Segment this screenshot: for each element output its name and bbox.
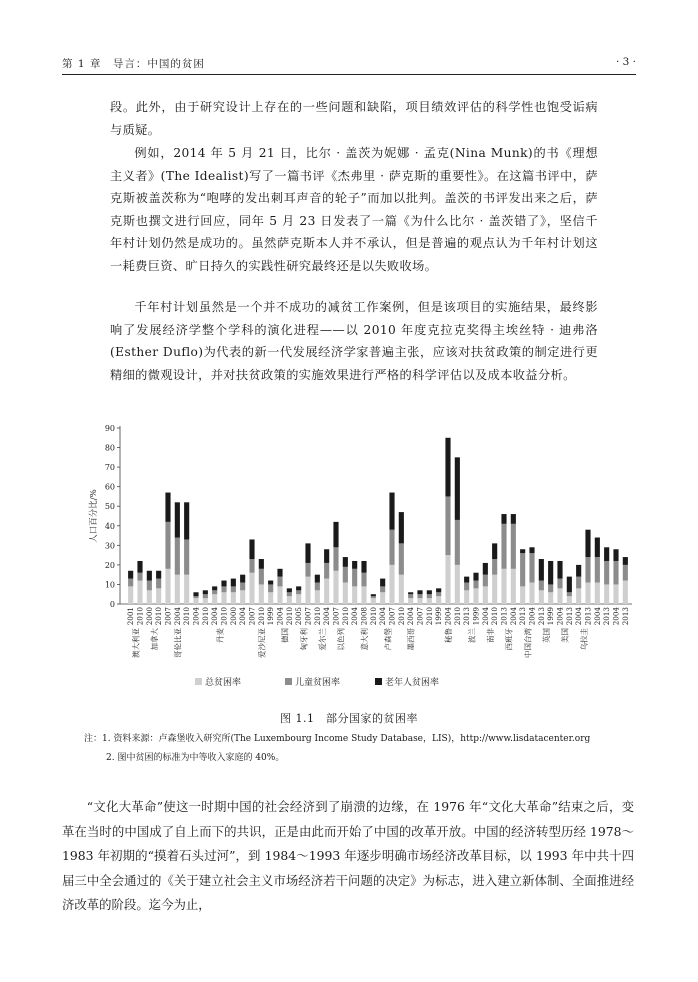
x-category-label: 丹麦 bbox=[215, 628, 225, 643]
bar-segment-elderly bbox=[604, 547, 609, 561]
bar-segment-child bbox=[511, 524, 516, 569]
x-tick-label-year: 2000 bbox=[228, 607, 238, 626]
bar-segment-total bbox=[548, 592, 553, 604]
bar-segment-total bbox=[436, 596, 441, 604]
bar-segment-total bbox=[623, 581, 628, 604]
bar-segment-total bbox=[445, 555, 450, 604]
bar-segment-total bbox=[203, 598, 208, 604]
bar-segment-child bbox=[193, 596, 198, 598]
x-tick-label-year: 2004 bbox=[508, 607, 518, 626]
bar-segment-child bbox=[137, 573, 142, 581]
x-category-label: 秘鲁 bbox=[444, 628, 453, 643]
x-tick-label-year: 2008 bbox=[359, 607, 369, 626]
x-tick-label-year: 2013 bbox=[620, 607, 630, 626]
bar-segment-child bbox=[576, 577, 581, 589]
bar-segment-elderly bbox=[165, 493, 170, 522]
y-tick-label: 60 bbox=[104, 482, 115, 492]
bar-segment-elderly bbox=[585, 530, 590, 557]
y-tick-label: 40 bbox=[104, 521, 115, 531]
bar-segment-child bbox=[212, 590, 217, 594]
bar-segment-total bbox=[539, 590, 544, 604]
x-category-label: 以色列 bbox=[336, 628, 346, 651]
bar-segment-elderly bbox=[268, 581, 273, 585]
figure-caption: 图 1.1 部分国家的贫困率 bbox=[280, 712, 418, 725]
x-tick-label-year: 2007 bbox=[303, 607, 313, 626]
y-tick-label: 50 bbox=[104, 502, 115, 512]
x-tick-label-year: 2010 bbox=[368, 607, 378, 626]
x-tick-label-year: 2010 bbox=[490, 607, 500, 626]
bar-segment-child bbox=[473, 581, 478, 589]
bar-segment-total bbox=[501, 569, 506, 604]
bar-segment-elderly bbox=[324, 549, 329, 563]
y-tick-label: 70 bbox=[104, 463, 115, 473]
bar-segment-child bbox=[548, 584, 553, 592]
x-tick-label-year: 2000 bbox=[144, 607, 154, 626]
x-category-label: 加拿大 bbox=[150, 628, 159, 651]
x-category-label: 中国台湾 bbox=[523, 628, 533, 658]
x-tick-label-year: 2004 bbox=[527, 607, 537, 626]
bar-segment-total bbox=[529, 582, 534, 604]
bar-segment-elderly bbox=[511, 514, 516, 524]
bar-segment-elderly bbox=[147, 571, 152, 581]
bar-segment-child bbox=[417, 594, 422, 598]
bar-segment-child bbox=[613, 561, 618, 584]
paragraph-4 bbox=[62, 795, 634, 918]
bar-segment-child bbox=[389, 530, 394, 565]
bar-segment-total bbox=[128, 586, 133, 604]
bar-segment-child bbox=[324, 563, 329, 579]
x-tick-label-year: 2013 bbox=[536, 607, 546, 626]
bar-segment-elderly bbox=[212, 586, 217, 590]
bar-segment-elderly bbox=[305, 543, 310, 563]
bar-segment-elderly bbox=[137, 561, 142, 573]
bar-segment-child bbox=[156, 579, 161, 589]
bar-segment-child bbox=[436, 592, 441, 596]
x-tick-label-year: 2013 bbox=[564, 607, 574, 626]
y-axis-label: 人口百分比/% bbox=[89, 489, 99, 543]
bar-segment-child bbox=[165, 522, 170, 569]
bar-segment-elderly bbox=[333, 522, 338, 547]
bar-segment-child bbox=[249, 559, 254, 573]
x-tick-label-year: 2010 bbox=[154, 607, 164, 626]
bar-segment-elderly bbox=[408, 592, 413, 594]
bar-segment-elderly bbox=[623, 557, 628, 565]
bar-segment-total bbox=[240, 590, 245, 604]
bar-segment-elderly bbox=[343, 557, 348, 567]
x-tick-label-year: 2007 bbox=[331, 607, 341, 626]
y-tick-label: 80 bbox=[104, 443, 115, 453]
bar-segment-elderly bbox=[567, 577, 572, 593]
x-tick-label-year: 2013 bbox=[518, 607, 528, 626]
x-tick-label-year: 2004 bbox=[191, 607, 201, 626]
bar-segment-elderly bbox=[595, 538, 600, 558]
bar-segment-total bbox=[464, 590, 469, 604]
x-tick-label-year: 2004 bbox=[574, 607, 584, 626]
bar-segment-child bbox=[203, 594, 208, 598]
bar-segment-child bbox=[529, 553, 534, 582]
bar-segment-elderly bbox=[240, 575, 245, 583]
bar-segment-total bbox=[604, 584, 609, 604]
bar-segment-total bbox=[268, 592, 273, 604]
bar-segment-child bbox=[539, 581, 544, 591]
x-tick-label-year: 2007 bbox=[387, 607, 397, 626]
bar-segment-child bbox=[128, 579, 133, 587]
y-tick-label: 20 bbox=[104, 560, 115, 570]
x-category-label: 匈牙利 bbox=[299, 628, 309, 651]
bar-segment-elderly bbox=[259, 559, 264, 569]
bar-segment-child bbox=[408, 594, 413, 598]
page-number: · 3 · bbox=[615, 56, 636, 68]
bar-segment-total bbox=[557, 588, 562, 604]
bar-segment-elderly bbox=[427, 590, 432, 594]
bar-segment-child bbox=[464, 582, 469, 590]
bar-segment-elderly bbox=[315, 575, 320, 583]
bar-segment-elderly bbox=[296, 586, 301, 590]
x-tick-label-year: 1999 bbox=[546, 607, 556, 626]
legend-label-total: 总贫困率 bbox=[205, 678, 242, 688]
x-tick-label-year: 2004 bbox=[406, 607, 416, 626]
x-tick-label-year: 2013 bbox=[583, 607, 593, 626]
bar-segment-total bbox=[576, 588, 581, 604]
bar-segment-total bbox=[315, 590, 320, 604]
x-tick-label-year: 2010 bbox=[219, 607, 229, 626]
bar-segment-total bbox=[287, 596, 292, 604]
bar-segment-child bbox=[231, 586, 236, 592]
paragraph-3-text: 千年村计划虽然是一个并不成功的减贫工作案例，但是该项目的实施结果，最终影响了发展经济学整个学科的演化进程——以 2010 年度克拉克奖得主埃丝特 · 迪弗洛(Esther Duflo)为代表的新一代发展经济学家普遍主张，应该对扶贫政策的制定进行更精细的微观设计，并对扶贫政策的实施效果进行严格的科学评估以及成本收益分析。 bbox=[110, 300, 598, 382]
x-tick-label-year: 2010 bbox=[200, 607, 210, 626]
bar-segment-elderly bbox=[156, 571, 161, 579]
bar-segment-total bbox=[277, 586, 282, 604]
x-tick-label-year: 1999 bbox=[471, 607, 481, 626]
x-category-label: 哥伦比亚 bbox=[173, 628, 183, 658]
bar-segment-elderly bbox=[287, 588, 292, 592]
x-tick-label-year: 2004 bbox=[378, 607, 388, 626]
bar-segment-elderly bbox=[492, 543, 497, 559]
bar-segment-child bbox=[175, 538, 180, 575]
bar-segment-total bbox=[249, 573, 254, 604]
x-tick-label-year: 2013 bbox=[602, 607, 612, 626]
bar-segment-elderly bbox=[548, 561, 553, 584]
figure-note-standard: 2. 图中贫困的标准为中等收入家庭的 40%。 bbox=[106, 753, 285, 763]
x-category-label: 美国 bbox=[560, 628, 570, 643]
bar-segment-total bbox=[175, 575, 180, 604]
bar-segment-elderly bbox=[520, 549, 525, 553]
bar-segment-total bbox=[417, 598, 422, 604]
bar-segment-child bbox=[240, 582, 245, 590]
legend-swatch-child bbox=[285, 678, 292, 685]
bar-segment-total bbox=[333, 571, 338, 604]
y-tick-label: 90 bbox=[104, 424, 115, 433]
bar-segment-child bbox=[399, 543, 404, 574]
x-tick-label-year: 2004 bbox=[555, 607, 565, 626]
bar-segment-child bbox=[380, 586, 385, 592]
bar-segment-child bbox=[343, 567, 348, 583]
bar-segment-elderly bbox=[417, 590, 422, 594]
bar-segment-total bbox=[137, 581, 142, 604]
bar-segment-total bbox=[520, 586, 525, 604]
x-category-label: 乌拉圭 bbox=[579, 628, 589, 651]
x-tick-label-year: 2004 bbox=[238, 607, 248, 626]
bar-segment-child bbox=[585, 557, 590, 582]
bar-segment-elderly bbox=[436, 588, 441, 592]
bar-segment-child bbox=[287, 592, 292, 596]
bar-segment-child bbox=[315, 582, 320, 590]
bar-segment-elderly bbox=[277, 569, 282, 577]
poverty-rate-chart bbox=[80, 418, 640, 728]
bar-segment-child bbox=[483, 575, 488, 587]
bar-segment-total bbox=[165, 569, 170, 604]
bar-segment-total bbox=[296, 594, 301, 604]
bar-segment-elderly bbox=[249, 539, 254, 559]
x-tick-label-year: 2005 bbox=[294, 607, 304, 626]
bar-segment-elderly bbox=[464, 577, 469, 583]
bar-segment-total bbox=[595, 582, 600, 604]
x-tick-label-year: 1999 bbox=[266, 607, 276, 626]
bar-segment-elderly bbox=[221, 581, 226, 587]
bar-segment-child bbox=[567, 592, 572, 596]
bar-segment-child bbox=[623, 565, 628, 581]
x-category-label: 卢森堡 bbox=[383, 628, 393, 651]
paragraph-4-text: “文化大革命”使这一时期中国的社会经济到了崩溃的边缘，在 1976 年“文化大革命”结束之后，变革在当时的中国成了自上而下的共识，正是由此而开始了中国的改革开放。中国的经济转型历经 1978～1983 年初期的“摸着石头过河”，到 1984～1993 年逐步明确市场经济改革目标，以 1993 年中共十四届三中全会通过的《关于建立社会主义市场经济若干问题的决定》为标志，进入建立新体制、全面推进经济改革的阶段。迄今为止， bbox=[62, 799, 634, 912]
bar-segment-elderly bbox=[128, 571, 133, 579]
x-category-label: 英国 bbox=[542, 628, 551, 643]
bar-segment-child bbox=[221, 586, 226, 592]
y-tick-label: 10 bbox=[104, 580, 115, 590]
paragraph-1 bbox=[110, 96, 598, 141]
bar-segment-child bbox=[371, 596, 376, 598]
bar-segment-child bbox=[604, 561, 609, 584]
bar-segment-elderly bbox=[361, 561, 366, 573]
bar-segment-child bbox=[259, 569, 264, 585]
paragraph-2 bbox=[110, 142, 598, 277]
x-tick-label-year: 2007 bbox=[415, 607, 425, 626]
bar-segment-child bbox=[557, 579, 562, 589]
bar-segment-elderly bbox=[193, 592, 198, 596]
bar-segment-child bbox=[595, 557, 600, 582]
bar-segment-child bbox=[492, 559, 497, 575]
bar-segment-total bbox=[147, 590, 152, 604]
bar-segment-elderly bbox=[501, 514, 506, 524]
legend-swatch-total bbox=[195, 678, 202, 685]
x-category-label: 爱沙尼亚 bbox=[257, 628, 267, 658]
bar-segment-total bbox=[389, 565, 394, 604]
bar-segment-child bbox=[352, 569, 357, 587]
bar-segment-total bbox=[585, 582, 590, 604]
x-tick-label-year: 2010 bbox=[312, 607, 322, 626]
bar-segment-elderly bbox=[455, 457, 460, 520]
bar-segment-elderly bbox=[184, 502, 189, 539]
bar-segment-elderly bbox=[529, 547, 534, 553]
paragraph-3 bbox=[110, 296, 598, 386]
x-tick-label-year: 2004 bbox=[443, 607, 453, 626]
x-tick-label-year: 2004 bbox=[611, 607, 621, 626]
bar-segment-total bbox=[193, 598, 198, 604]
x-tick-label-year: 2004 bbox=[350, 607, 360, 626]
x-tick-label-year: 2004 bbox=[210, 607, 220, 626]
bar-segment-total bbox=[221, 592, 226, 604]
bar-segment-total bbox=[184, 575, 189, 604]
bar-segment-elderly bbox=[483, 563, 488, 575]
bar-segment-elderly bbox=[539, 559, 544, 581]
y-tick-label: 0 bbox=[109, 600, 115, 609]
x-tick-label-year: 2001 bbox=[126, 607, 136, 626]
bar-segment-total bbox=[156, 588, 161, 604]
bar-segment-total bbox=[427, 598, 432, 604]
bar-segment-elderly bbox=[613, 549, 618, 561]
x-tick-label-year: 2004 bbox=[480, 607, 490, 626]
bar-segment-elderly bbox=[352, 561, 357, 569]
bar-segment-total bbox=[259, 584, 264, 604]
x-tick-label-year: 2007 bbox=[247, 607, 257, 626]
bar-segment-child bbox=[427, 594, 432, 598]
x-tick-label-year: 2007 bbox=[163, 607, 173, 626]
bar-segment-elderly bbox=[371, 594, 376, 596]
bar-segment-total bbox=[212, 594, 217, 604]
bar-segment-total bbox=[455, 565, 460, 604]
x-tick-label-year: 2010 bbox=[452, 607, 462, 626]
bar-segment-child bbox=[445, 496, 450, 555]
legend-swatch-elderly bbox=[375, 678, 382, 685]
x-category-label: 澳大利亚 bbox=[131, 628, 141, 658]
x-tick-label-year: 2010 bbox=[284, 607, 294, 626]
bar-segment-total bbox=[343, 582, 348, 604]
bar-segment-total bbox=[511, 569, 516, 604]
x-category-label: 德国 bbox=[280, 628, 290, 643]
bar-segment-child bbox=[361, 573, 366, 587]
x-category-label: 墨西哥 bbox=[406, 628, 416, 651]
bar-segment-child bbox=[501, 524, 506, 569]
bar-segment-elderly bbox=[389, 493, 394, 530]
x-category-label: 爱尔兰 bbox=[318, 628, 327, 651]
bar-segment-total bbox=[305, 577, 310, 604]
bar-segment-child bbox=[520, 553, 525, 586]
bar-segment-elderly bbox=[380, 579, 385, 587]
bar-segment-elderly bbox=[557, 561, 562, 579]
bar-segment-elderly bbox=[231, 579, 236, 587]
bar-segment-child bbox=[277, 577, 282, 587]
bar-segment-child bbox=[296, 590, 301, 594]
bar-segment-child bbox=[333, 547, 338, 570]
bar-segment-total bbox=[408, 598, 413, 604]
bar-segment-total bbox=[352, 586, 357, 604]
x-tick-label-year: 2010 bbox=[256, 607, 266, 626]
bar-segment-total bbox=[567, 596, 572, 604]
bar-segment-elderly bbox=[203, 590, 208, 594]
bar-segment-total bbox=[231, 592, 236, 604]
bar-segment-child bbox=[184, 539, 189, 574]
x-tick-label-year: 2013 bbox=[499, 607, 509, 626]
bar-segment-child bbox=[147, 581, 152, 591]
x-tick-label-year: 2010 bbox=[424, 607, 434, 626]
bar-segment-total bbox=[324, 579, 329, 604]
x-category-label: 波兰 bbox=[467, 628, 477, 643]
x-category-label: 西班牙 bbox=[504, 628, 514, 651]
x-tick-label-year: 2010 bbox=[396, 607, 406, 626]
chart-canvas bbox=[80, 418, 640, 708]
bar-segment-total bbox=[371, 598, 376, 604]
bar-segment-child bbox=[305, 563, 310, 577]
paragraph-2-text: 例如，2014 年 5 月 21 日，比尔 · 盖茨为妮娜 · 孟克(Nina Munk)的书《理想主义者》(The Idealist)写了一篇书评《杰弗里 · 萨克斯的重要性》。在这篇书评中，萨克斯被盖茨称为“咆哮的发出刺耳声音的轮子”而加以批判。盖茨的书评发出来之后，萨克斯也撰文进行回应，同年 5 月 23 日发表了一篇《为什么比尔 · 盖茨错了》，坚信千年村计划仍然是成功的。虽然萨克斯本人并不承认，但是普遍的观点认为千年村计划这一耗费巨资、旷日持久的实践性研究最终还是以失败收场。 bbox=[110, 146, 598, 273]
x-tick-label-year: 2004 bbox=[322, 607, 332, 626]
bar-segment-total bbox=[399, 575, 404, 604]
chapter-title: 第 1 章 导言：中国的贫困 bbox=[62, 58, 205, 70]
bar-segment-elderly bbox=[175, 502, 180, 537]
bar-segment-child bbox=[455, 520, 460, 565]
bar-segment-total bbox=[361, 586, 366, 604]
x-category-label: 南非 bbox=[486, 628, 495, 643]
bar-segment-elderly bbox=[399, 512, 404, 543]
bar-segment-total bbox=[492, 575, 497, 604]
page-header bbox=[62, 56, 636, 75]
bar-segment-total bbox=[483, 586, 488, 604]
y-tick-label: 30 bbox=[104, 541, 115, 551]
x-tick-label-year: 2010 bbox=[135, 607, 145, 626]
legend-label-child: 儿童贫困率 bbox=[295, 678, 341, 688]
bar-segment-total bbox=[473, 588, 478, 604]
figure-note-source: 注：1. 资料来源：卢森堡收入研究所(The Luxembourg Income Study Database，LIS)，http://www.lisdatacenter.org bbox=[84, 734, 591, 744]
legend-label-elderly: 老年人贫困率 bbox=[385, 678, 440, 688]
x-tick-label-year: 2004 bbox=[592, 607, 602, 626]
bar-segment-total bbox=[380, 592, 385, 604]
bar-segment-elderly bbox=[445, 438, 450, 497]
bar-segment-total bbox=[613, 584, 618, 604]
bar-segment-child bbox=[268, 584, 273, 592]
x-tick-label-year: 2013 bbox=[462, 607, 472, 626]
x-tick-label-year: 2010 bbox=[340, 607, 350, 626]
bar-segment-elderly bbox=[473, 573, 478, 581]
x-category-label: 意大利 bbox=[360, 628, 369, 651]
paragraph-1-text: 段。此外，由于研究设计上存在的一些问题和缺陷，项目绩效评估的科学性也饱受诟病与质疑。 bbox=[110, 100, 598, 137]
x-tick-label-year: 2004 bbox=[172, 607, 182, 626]
x-tick-label-year: 1999 bbox=[434, 607, 444, 626]
x-tick-label-year: 2004 bbox=[275, 607, 285, 626]
bar-segment-elderly bbox=[576, 565, 581, 577]
x-tick-label-year: 2010 bbox=[182, 607, 192, 626]
